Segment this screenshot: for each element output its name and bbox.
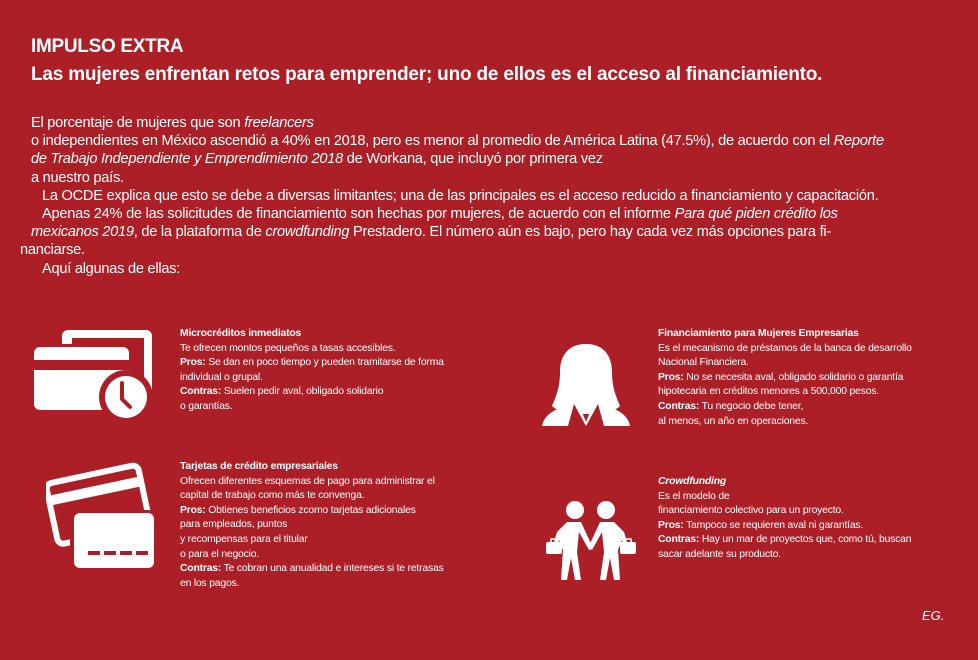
- credit-cards-icon: [46, 460, 156, 570]
- option-mujeres-empresarias: Financiamiento para Mujeres Empresarias Es el mecanismo de préstamos de la banca de desarrollo Nacional Financiera. Pros: No se necesita aval, obligado solidario o garantía hipotecaria en créditos menores a 500,000 pesos. Contras: Tu negocio debe tener, al menos, un año en operaciones.: [658, 328, 912, 427]
- option-crowdfunding: Crowdfunding Es el modelo de financiamiento colectivo para un proyecto. Pros: Tampoco se requieren aval ni garantías. Contras: Hay un mar de proyectos que, como tú, buscan sacar adelante su producto.: [658, 476, 912, 560]
- card-clock-icon: [34, 326, 156, 418]
- option-tarjetas-credito: Tarjetas de crédito empresariales Ofrecen diferentes esquemas de pago para administrar el capital de trabajo como más te convenga. Pros: Obtienes beneficios zcomo tarjetas adicionales para empleados, puntos y recompensas para el titular o para el negocio. Contras: Te cobran una anualidad e intereses si te retrasas en los pagos.: [180, 461, 444, 589]
- headline: Las mujeres enfrentan retos para emprender; uno de ellos es el acceso al financiamiento.: [31, 64, 823, 85]
- intro-paragraph-4: Aquí algunas de ellas:: [42, 260, 181, 277]
- handshake-icon: [540, 500, 644, 580]
- section-kicker: IMPULSO EXTRA: [31, 36, 184, 57]
- intro-text: [20, 114, 961, 278]
- intro-paragraph-3: Apenas 24% de las solicitudes de financiamiento son hechas por mujeres, de acuerdo con el informe Para qué piden crédito los mexicanos 2019, de la plataforma de crowdfunding Prestadero. El número aún es bajo, pero hay cada vez más opciones para fi- nanciarse.: [20, 206, 838, 259]
- businesswoman-icon: [540, 344, 632, 426]
- option-microcreditos: Microcréditos inmediatos Te ofrecen montos pequeños a tasas accesibles. Pros: Se dan en poco tiempo y pueden tramitarse de forma individual o grupal. Contras: Suelen pedir aval, obligado solidario o garantías.: [180, 328, 444, 412]
- intro-paragraph-2: La OCDE explica que esto se debe a diversas limitantes; una de las principales es el acceso reducido a financiamiento y capacitación.: [42, 187, 879, 204]
- author-credit: EG.: [922, 608, 945, 623]
- intro-paragraph-1: El porcentaje de mujeres que son freelancers o independientes en México ascendió a 40% en 2018, pero es menor al promedio de América Latina (47.5%), de acuerdo con el Reporte de Trabajo Independiente y Emprendimiento 2018 de Workana, que incluyó por primera vez a nuestro país.: [31, 115, 884, 186]
